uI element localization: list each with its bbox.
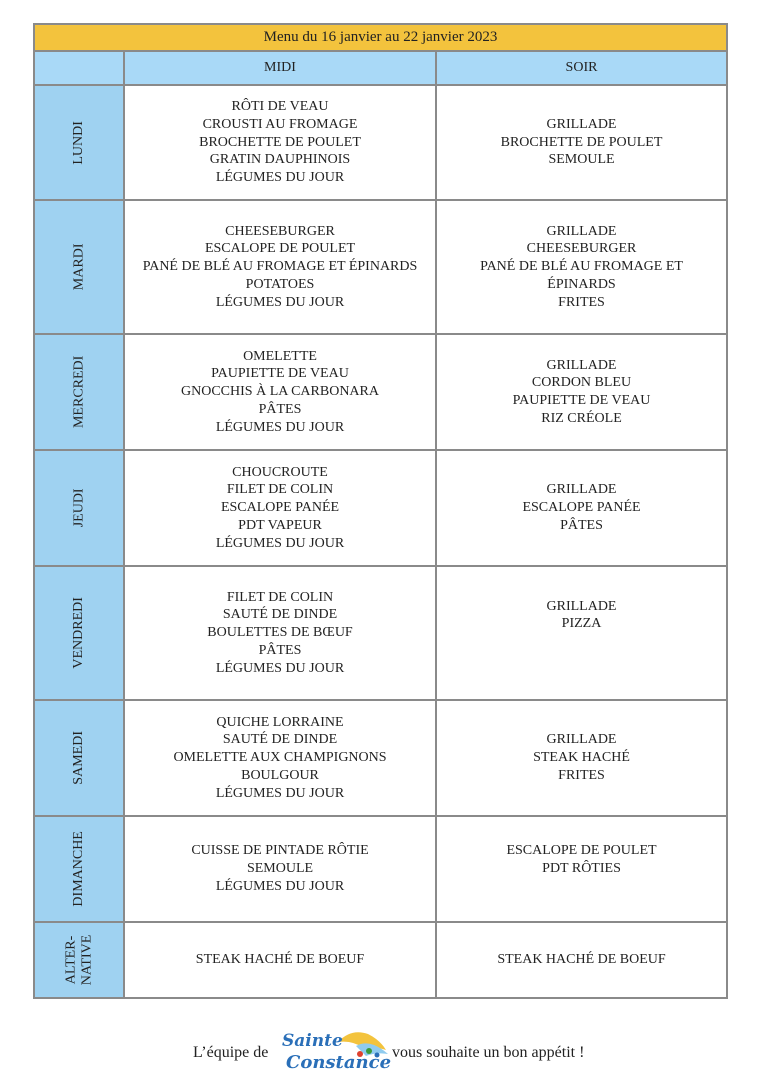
dish-line: GRILLADE — [546, 598, 617, 614]
dish-line: PAUPIETTE DE VEAU — [211, 366, 349, 382]
day-label — [34, 334, 124, 450]
dish-line: PDT RÔTIES — [542, 861, 621, 877]
logo-text-line1: Sainte — [282, 1031, 343, 1051]
dish-line: ESCALOPE DE POULET — [204, 241, 356, 257]
day-name: JEUDI — [71, 488, 87, 528]
dish-line: GRILLADE — [546, 732, 617, 748]
dish-line: GRILLADE — [546, 116, 617, 132]
dish-line: FRITES — [558, 294, 605, 310]
dish-line: ESCALOPE DE POULET — [506, 843, 657, 859]
menu-cell-midi — [124, 566, 436, 700]
dish-line: CHEESEBURGER — [526, 241, 637, 257]
dish-line: LÉGUMES DU JOUR — [215, 294, 345, 310]
dish-line: BOULGOUR — [241, 767, 319, 783]
day-rows — [34, 85, 727, 922]
dish-line: PIZZA — [561, 616, 602, 632]
dish-line: SAUTÉ DE DINDE — [222, 732, 338, 748]
dish-line: CROUSTI AU FROMAGE — [202, 116, 358, 132]
column-header-midi: MIDI — [124, 51, 436, 85]
alternative-soir: STEAK HACHÉ DE BOEUF — [436, 922, 727, 998]
alternative-midi: STEAK HACHÉ DE BOEUF — [124, 922, 436, 998]
dish-line — [437, 633, 726, 651]
day-name: MARDI — [71, 243, 87, 291]
menu-table — [33, 23, 728, 999]
dish-line: PDT VAPEUR — [238, 517, 322, 533]
column-header-soir: SOIR — [436, 51, 727, 85]
menu-cell-soir — [436, 816, 727, 922]
dish-line: OMELETTE AUX CHAMPIGNONS — [173, 750, 387, 766]
dish-line: ESCALOPE PANÉE — [522, 500, 641, 516]
dish-line: CHOUCROUTE — [232, 464, 328, 480]
menu-cell-midi — [124, 334, 436, 450]
day-row — [34, 200, 727, 334]
dish-line: GRILLADE — [546, 357, 617, 373]
dish-line: LÉGUMES DU JOUR — [215, 170, 345, 186]
day-row — [34, 85, 727, 200]
dish-line: PANÉ DE BLÉ AU FROMAGE ET — [480, 259, 683, 275]
alternative-row — [34, 922, 727, 998]
dish-line: FILET DE COLIN — [226, 589, 334, 605]
day-label — [34, 200, 124, 334]
footer — [0, 1024, 768, 1080]
dish-line: POTATOES — [245, 276, 315, 292]
dish-line: ESCALOPE PANÉE — [220, 500, 340, 516]
day-name: DIMANCHE — [71, 831, 87, 907]
dish-line: GNOCCHIS À LA CARBONARA — [181, 384, 379, 400]
dish-line: LÉGUMES DU JOUR — [215, 419, 345, 435]
day-label — [34, 566, 124, 700]
dish-line: OMELETTE — [243, 348, 317, 364]
day-label-alternative — [34, 922, 124, 998]
menu-cell-soir — [436, 85, 727, 200]
day-row — [34, 566, 727, 700]
dish-line: QUICHE LORRAINE — [216, 714, 344, 730]
dish-line: LÉGUMES DU JOUR — [215, 785, 345, 801]
menu-cell-soir — [436, 200, 727, 334]
dish-line: SAUTÉ DE DINDE — [222, 607, 338, 623]
dish-line: PAUPIETTE DE VEAU — [512, 393, 651, 408]
footer-text-after: vous souhaite un bon appétit ! — [392, 1044, 585, 1061]
menu-cell-midi — [124, 816, 436, 922]
dish-line: FILET DE COLIN — [226, 482, 334, 498]
menu-cell-soir — [436, 700, 727, 816]
dish-line: CUISSE DE PINTADE RÔTIE — [191, 843, 369, 859]
menu-cell-soir — [436, 334, 727, 450]
sainte-constance-logo — [276, 1024, 392, 1080]
day-name: LUNDI — [71, 120, 87, 165]
dish-line — [437, 651, 726, 669]
day-name: MERCREDI — [71, 355, 87, 429]
dish-line: GRATIN DAUPHINOIS — [209, 152, 351, 168]
dish-line: PÂTES — [258, 401, 302, 417]
menu-cell-midi — [124, 450, 436, 566]
menu-cell-midi — [124, 200, 436, 334]
day-label — [34, 700, 124, 816]
menu-cell-soir — [436, 450, 727, 566]
dish-line: LÉGUMES DU JOUR — [215, 878, 345, 894]
day-label — [34, 450, 124, 566]
day-label — [34, 816, 124, 922]
dish-line: BROCHETTE DE POULET — [500, 134, 663, 150]
dish-line: PÂTES — [258, 642, 302, 658]
menu-cell-soir — [436, 566, 727, 700]
dish-line: PÂTES — [560, 517, 603, 533]
dish-line: BROCHETTE DE POULET — [199, 134, 361, 150]
dish-line: RIZ CRÉOLE — [541, 410, 622, 426]
dish-line: CHEESEBURGER — [225, 223, 335, 239]
day-row — [34, 334, 727, 450]
dish-line: RÔTI DE VEAU — [231, 99, 329, 115]
menu-title: Menu du 16 janvier au 22 janvier 2023 — [34, 24, 727, 51]
day-row — [34, 450, 727, 566]
menu-cell-midi — [124, 85, 436, 200]
dish-line: STEAK HACHÉ — [533, 750, 630, 766]
dish-line: LÉGUMES DU JOUR — [215, 535, 345, 551]
dish-line: GRILLADE — [546, 223, 617, 239]
dish-line: PANÉ DE BLÉ AU FROMAGE ET ÉPINARDS — [142, 259, 418, 275]
alternative-label-line2: NATIVE — [78, 934, 94, 985]
corner-cell — [34, 51, 124, 85]
dish-line: FRITES — [558, 767, 605, 783]
dish-line: ÉPINARDS — [547, 276, 616, 292]
alternative-label-line1: ALTER- — [62, 935, 78, 984]
menu-cell-midi — [124, 700, 436, 816]
day-label — [34, 85, 124, 200]
dish-line: SEMOULE — [246, 861, 314, 877]
dish-line — [437, 878, 726, 896]
logo-text-line2: Constance — [286, 1052, 392, 1073]
dish-line: CORDON BLEU — [531, 375, 632, 391]
dish-line: GRILLADE — [546, 482, 617, 498]
dish-line: LÉGUMES DU JOUR — [215, 660, 345, 676]
dish-line: SEMOULE — [548, 152, 615, 168]
dish-line: BOULETTES DE BŒUF — [207, 625, 353, 641]
day-name: VENDREDI — [71, 597, 87, 669]
day-row — [34, 700, 727, 816]
footer-text-before: L’équipe de — [193, 1044, 269, 1061]
day-row — [34, 816, 727, 922]
day-name: SAMEDI — [71, 731, 87, 785]
